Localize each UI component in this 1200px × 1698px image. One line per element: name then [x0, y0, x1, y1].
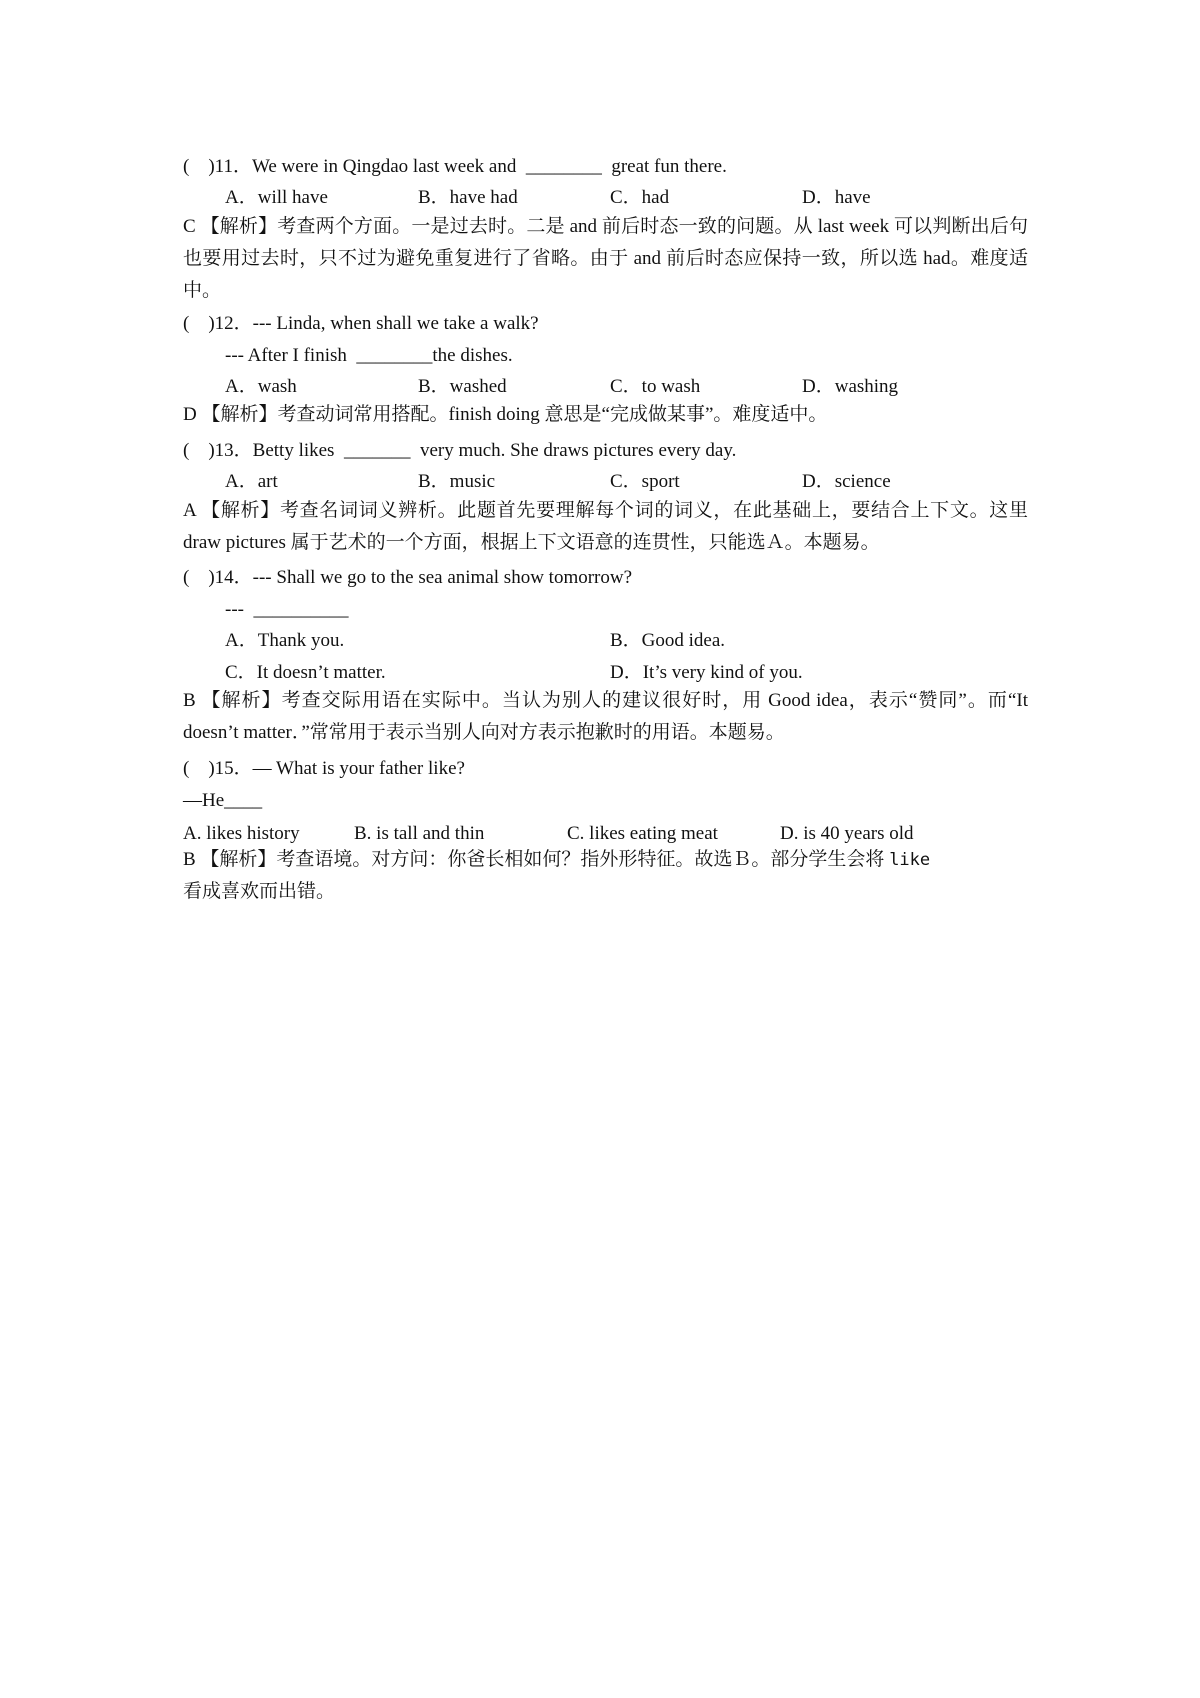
q15-option-b: B. is tall and thin [354, 823, 485, 844]
q14-option-d: D．It’s very kind of you. [610, 662, 803, 683]
q11-option-c: C．had [610, 187, 670, 208]
question-11-stem: ( )11．We were in Qingdao last week and ________ great fun there. [183, 156, 727, 177]
q15-analysis-part2: 看成喜欢而出错。 [183, 881, 336, 902]
q14-option-c: C．It doesn’t matter. [225, 662, 386, 683]
q13-option-c: C．sport [610, 471, 680, 492]
question-14-stem: ( )14．--- Shall we go to the sea animal show tomorrow? [183, 567, 633, 588]
q15-option-d: D. is 40 years old [780, 823, 914, 844]
q12-option-d: D．washing [802, 376, 899, 397]
q15-analysis-part1: B 【解析】考查语境。对方问：你爸长相如何？指外形特征。故选Ｂ。部分学生会将 [183, 849, 890, 870]
question-12-stem: ( )12．--- Linda, when shall we take a walk? [183, 313, 539, 334]
q12-option-c: C．to wash [610, 376, 701, 397]
question-15-stem-line2: —He____ [183, 790, 263, 811]
q14-option-a: A．Thank you. [225, 630, 345, 651]
q14-option-b: B．Good idea. [610, 630, 726, 651]
q13-analysis: A 【解析】考查名词词义辨析。此题首先要理解每个词的词义，在此基础上，要结合上下文。这里 draw pictures 属于艺术的一个方面，根据上下文语意的连贯性，只能选Ａ。本题易。 [183, 500, 1028, 553]
q15-analysis-code: like [889, 850, 931, 870]
q13-option-b: B．music [418, 471, 496, 492]
q11-option-a: A．will have [225, 187, 328, 208]
q13-option-d: D．science [802, 471, 891, 492]
question-14-stem-line2: --- __________ [225, 599, 349, 620]
q14-analysis: B 【解析】考查交际用语在实际中。当认为别人的建议很好时，用 Good idea，表示“赞同”。而“It doesn’t matter．”常常用于表示当别人向对方表示抱歉时的用语。本题易。 [183, 690, 1028, 743]
question-12-stem-line2: --- After I finish ________the dishes. [225, 345, 513, 366]
q12-option-b: B．washed [418, 376, 507, 397]
q15-option-a: A. likes history [183, 823, 300, 844]
q15-analysis [183, 844, 1028, 908]
question-13-stem: ( )13．Betty likes _______ very much. She draws pictures every day. [183, 440, 737, 461]
q12-analysis: D 【解析】考查动词常用搭配。finish doing 意思是“完成做某事”。难度适中。 [183, 404, 828, 425]
question-15-stem: ( )15．— What is your father like? [183, 758, 465, 779]
q12-option-a: A．wash [225, 376, 297, 397]
q11-option-d: D．have [802, 187, 871, 208]
q15-option-c: C. likes eating meat [567, 823, 718, 844]
q11-option-b: B．have had [418, 187, 518, 208]
q11-analysis: C 【解析】考查两个方面。一是过去时。二是 and 前后时态一致的问题。从 last week 可以判断出后句也要用过去时，只不过为避免重复进行了省略。由于 and 前后时态应保持一致，所以选 had。难度适中。 [183, 216, 1028, 301]
q13-option-a: A．art [225, 471, 278, 492]
